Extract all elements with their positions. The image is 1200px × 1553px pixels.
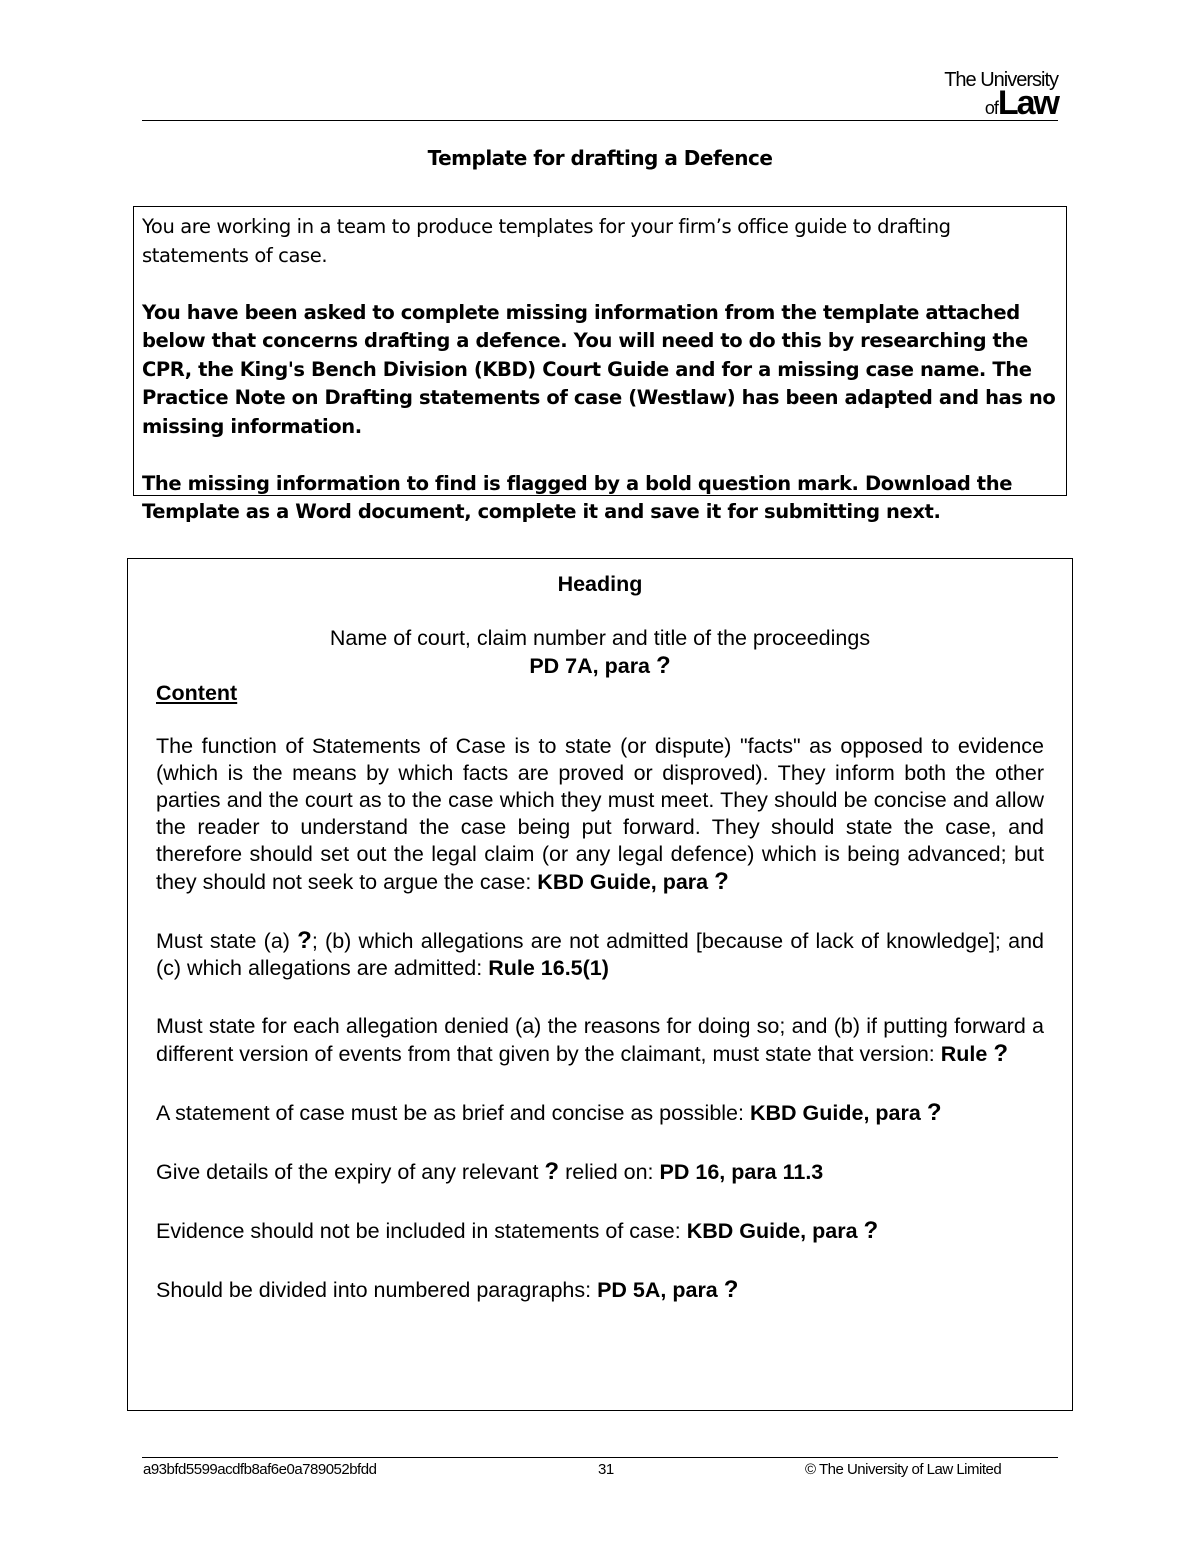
paragraph-brief: A statement of case must be as brief and concise as possible: KBD Guide, para ? bbox=[156, 1099, 942, 1126]
footer-document-id: a93bfd5599acdfb8af6e0a789052bfdd bbox=[143, 1461, 377, 1478]
logo-of: of bbox=[984, 98, 998, 118]
instructions-download: The missing information to find is flagged by a bold question mark. Download the Template as a Word document, complete it and save it for submitting next. bbox=[142, 471, 1013, 523]
template-box bbox=[127, 558, 1073, 1411]
header-rule bbox=[142, 120, 1058, 121]
instructions-box bbox=[133, 206, 1067, 523]
missing-info-marker: ? bbox=[926, 1099, 942, 1126]
logo-law: Law bbox=[997, 84, 1058, 122]
university-logo bbox=[944, 70, 1058, 120]
paragraph-denials: Must state for each allegation denied (a) the reasons for doing so; and (b) if putting forward a different version of events from that given by the claimant, must state that version: Rule ? bbox=[156, 1014, 1044, 1067]
content-label: Content bbox=[156, 681, 238, 705]
missing-info-marker: ? bbox=[863, 1217, 879, 1244]
logo-line-1: The University bbox=[944, 69, 1058, 91]
paragraph-expiry: Give details of the expiry of any relevant ? relied on: PD 16, para 11.3 bbox=[156, 1158, 824, 1185]
heading-reference: PD 7A, para ? bbox=[529, 652, 671, 679]
footer-copyright: © The University of Law Limited bbox=[805, 1461, 1002, 1478]
heading-description: Name of court, claim number and title of the proceedings bbox=[329, 626, 871, 650]
section-heading: Heading bbox=[557, 572, 643, 596]
missing-info-marker: ? bbox=[714, 868, 729, 895]
paragraph-must-state: Must state (a) ?; (b) which allegations are not admitted [because of lack of knowledge]; and (c) which allegations are admitted: Rule 16.5(1) bbox=[156, 927, 1044, 980]
paragraph-numbered: Should be divided into numbered paragraphs: PD 5A, para ? bbox=[156, 1276, 739, 1303]
missing-info-marker: ? bbox=[723, 1276, 739, 1303]
footer-rule bbox=[142, 1457, 1058, 1458]
missing-info-marker: ? bbox=[993, 1040, 1009, 1067]
paragraph-evidence: Evidence should not be included in statements of case: KBD Guide, para ? bbox=[156, 1217, 879, 1244]
instructions-intro: You are working in a team to produce templates for your firm’s office guide to drafting statements of case. bbox=[142, 215, 951, 267]
paragraph-function: The function of Statements of Case is to state (or dispute) "facts" as opposed to evidence (which is the means by which facts are proved or disproved). They inform both the other parties and the court as to the case which they must meet. They should be concise and allow the reader to understand the case being put forward. They should state the case, and therefore should set out the legal claim (or any legal defence) which is being advanced; but they should not seek to argue the case: KBD Guide, para ? bbox=[156, 734, 1044, 895]
missing-info-marker: ? bbox=[297, 927, 312, 954]
footer-page-number: 31 bbox=[598, 1461, 614, 1478]
missing-info-marker: ? bbox=[656, 652, 671, 679]
missing-info-marker: ? bbox=[544, 1158, 560, 1185]
document-title: Template for drafting a Defence bbox=[427, 146, 773, 170]
instructions-task: You have been asked to complete missing information from the template attached below that concerns drafting a defence. You will need to do this by researching the CPR, the King's Bench Division (KBD) Court Guide and for a missing case name. The Practice Note on Drafting statements of case (Westlaw) has been adapted and has no missing information. bbox=[142, 300, 1056, 438]
